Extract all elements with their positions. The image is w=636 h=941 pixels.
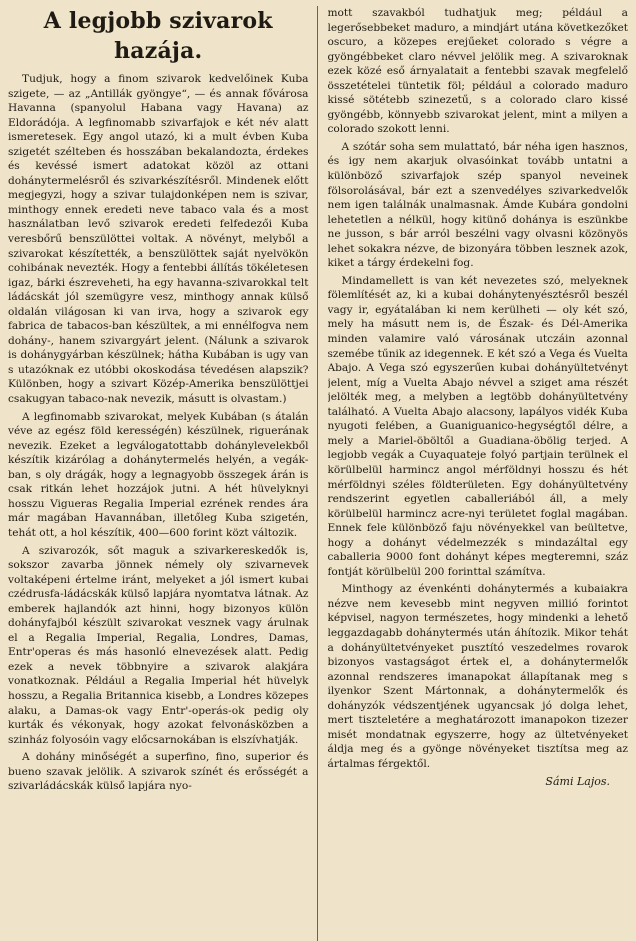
paragraph: Tudjuk, hogy a finom szivarok kedvelőinek Kuba szigete, — az „Antillák gyöngye“, — és annak fővárosa Havanna (spanyolul Habana vagy Havana) az Eldorádója. A legfinomabb szivarfajok e két név alatt ismeretesek. Egy angol utazó, ki a mult évben Kuba szigetét szélteben és hosszában bekalandozta, érdekes és kevéssé ismert adatokat közöl az ottani dohánytermelésről és szivarkészítésről. Mindenek előtt megjegyzi, hogy a szivar tulajdonképen nem is szivar, minthogy ennek eredeti neve tabaco vala és a most használatban levő szivarok eredeti felfedezői Kuba veresbőrű benszülöttei voltak. A növényt, melyből a szivarokat készítették, a benszülöttek saját nyelvökön cohibának nevezték. Hogy a fentebbi állítás tökéletesen igaz, bárki észreveheti, ha egy havanna-szivarokkal telt ládácskát jól szemügyre vesz, minthogy annak külső oldalán világosan ki van irva, hogy a szivarok egy fabrica de tabacos-ban készültek, a mi ennélfogva nem dohány-, hanem szivargyárt jelent. (Nálunk a szivarok is dohánygyárban készülnek; hátha Kubában is ugy van s utazóknak ez utóbbi okoskodása tévedésen alapszik? Különben, hogy a szivart Közép-Amerika benszülöttjei csakugyan tabaco-nak nevezik, másutt is olvastam.) — [8, 73, 309, 406]
left-column — [8, 6, 318, 941]
paragraph: Mindamellett is van két nevezetes szó, melyeknek fölemlítését az, ki a kubai dohánytenyésztésről beszél vagy ir, egyátalában ki nem kerülheti — oly két szó, mely ha másutt nem is, de Észak- és Dél-Amerika minden valamire való városának utczáin azonnal szemébe tűnik az idegennek. E két szó a Vega és Vuelta Abajo. A Vega szó egyszerűen kubai dohányültetvényt jelent, míg a Vuelta Abajo névvel a sziget ama részét jelölték meg, a melyben a legtöbb dohányültetvény található. A Vuelta Abajo alacsony, lapályos vidék Kuba nyugoti felében, a Guaniguanico-hegységtől délre, a mely a Mariel-öböltől a Guadiana-öbölig terjed. A legjobb vegák a Cuyaquateje folyó partjain terülnek el körülbelül harmincz angol mérföldnyi hosszu és hét mérföldnyi széles földterületen. Egy dohányültetvény rendszerint egyetlen caballeriából áll, a mely körülbelül harmincz acre-nyi területet foglal magában. Ennek fele különböző faju növényekkel van beültetve, hogy a dohányt védelmezzék s mindazáltal egy caballeria 9000 font dohányt képes megteremni, száz fontját körülbelül 200 forinttal számítva. — [327, 274, 628, 578]
right-column — [328, 6, 629, 941]
article-title: A legjobb szivarok hazája. — [43, 8, 273, 64]
paragraph: mott szavakból tudhatjuk meg; például a legerősebbeket maduro, a mindjárt utána következőket oscuro, a közepes erejűeket colorado s végre a gyöngébbeket claro névvel jelölik meg. A szivaroknak ezek közé eső árnyalatait a fentebbi szavak megfelelő összetételei tüntetik föl; például a colorado maduro kissé sötétebb szinezetű, s a colorado claro kissé gyöngébb, könnyebb szivarokat jelent, mint a milyen a colorado szokott lenni. — [327, 7, 628, 136]
author-signature: Sámi Lajos. — [545, 775, 610, 789]
paragraph: Minthogy az évenkénti dohánytermés a kubaiakra nézve nem kevesebb mint negyven millió forintot képvisel, nagyon természetes, hogy mindenki a lehető leggazdagabb dohánytermés után áhítozik. Mikor tehát a dohányültetvényeket pusztító veszedelmes rovarok bizonyos vastagságot értek el, a dohánytermelők azonnal rendszeres imanapokat állapítanak meg s ilyenkor Szent Mártonnak, a dohánytermelők és dohányzók védszentjének ugyancsak jó dolga lehet, mert tiszteletére a meghatározott imanapokon tizezer misét mondatnak egyszerre, hogy az ültetvényeket áldja meg és a gyönge növényeket tisztítsa meg az ártalmas férgektől. — [327, 583, 628, 770]
paragraph: A szivarozók, sőt maguk a szivarkereskedők is, sokszor zavarba jönnek némely oly szivarnevek voltaképeni értelme iránt, melyeket a jól ismert kubai czédrusfa-ládácskák külső lapjára nyomtatva látnak. Az emberek hajlandók azt hinni, hogy bizonyos külön dohányfajból készült szivarokat vesznek vagy árulnak el a Regalia Imperial, Regalia, Londres, Damas, Entr'operas és más hasonló elnevezések alatt. Pedig ezek a nevek többnyire a szivarok alakjára vonatkoznak. Például a Regalia Imperial hét hüvelyk hosszu, a Regalia Britannica kisebb, a Londres közepes alaku, a Damas-ok vagy Entr'-operás-ok pedig oly kurták és vékonyak, hogy azokat felvonásközben a szinház folyosóin vagy előcsarnokában is elszívhatják. — [8, 544, 309, 746]
paragraph: A dohány minőségét a superfino, fino, superior és bueno szavak jelölik. A szivarok színét és erősségét a szivarládácskák külső lapjára nyo- — [8, 751, 309, 793]
paragraph: A legfinomabb szivarokat, melyek Kubában (s átalán véve az egész föld kerességén) készülnek, riguerának nevezik. Ezeket a legválogatottabb dohánylevelekből készítik kizárólag a dohánytermelés helyén, a vegák-ban, s oly drágák, hogy a legnagyobb összegek árán is csak ritkán lehet hozzájok jutni. A hét hüvelyknyi hosszu Vigueras Regalia Imperial ezrének rendes ára már magában Havannában, illetőleg Kuba szigetén, tehát ott, a hol készítik, 400—600 forint közt változik. — [8, 410, 309, 539]
paragraph: A szótár soha sem mulattató, bár néha igen hasznos, és igy nem akarjuk olvasóinkat tovább untatni a különböző szivarfajok szép spanyol neveinek fölsorolásával, bár ezt a szenvedélyes szivarkedvelők nem igen találnák unalmasnak. Ámde Kubára gondolni lehetetlen a nélkül, hogy kitünő dohánya is eszünkbe ne jusson, s bár arról beszélni vagy olvasni közönyös lehet sokakra nézve, de bizonyára többen lesznek azok, kiket a tárgy érdekelni fog. — [327, 140, 628, 270]
